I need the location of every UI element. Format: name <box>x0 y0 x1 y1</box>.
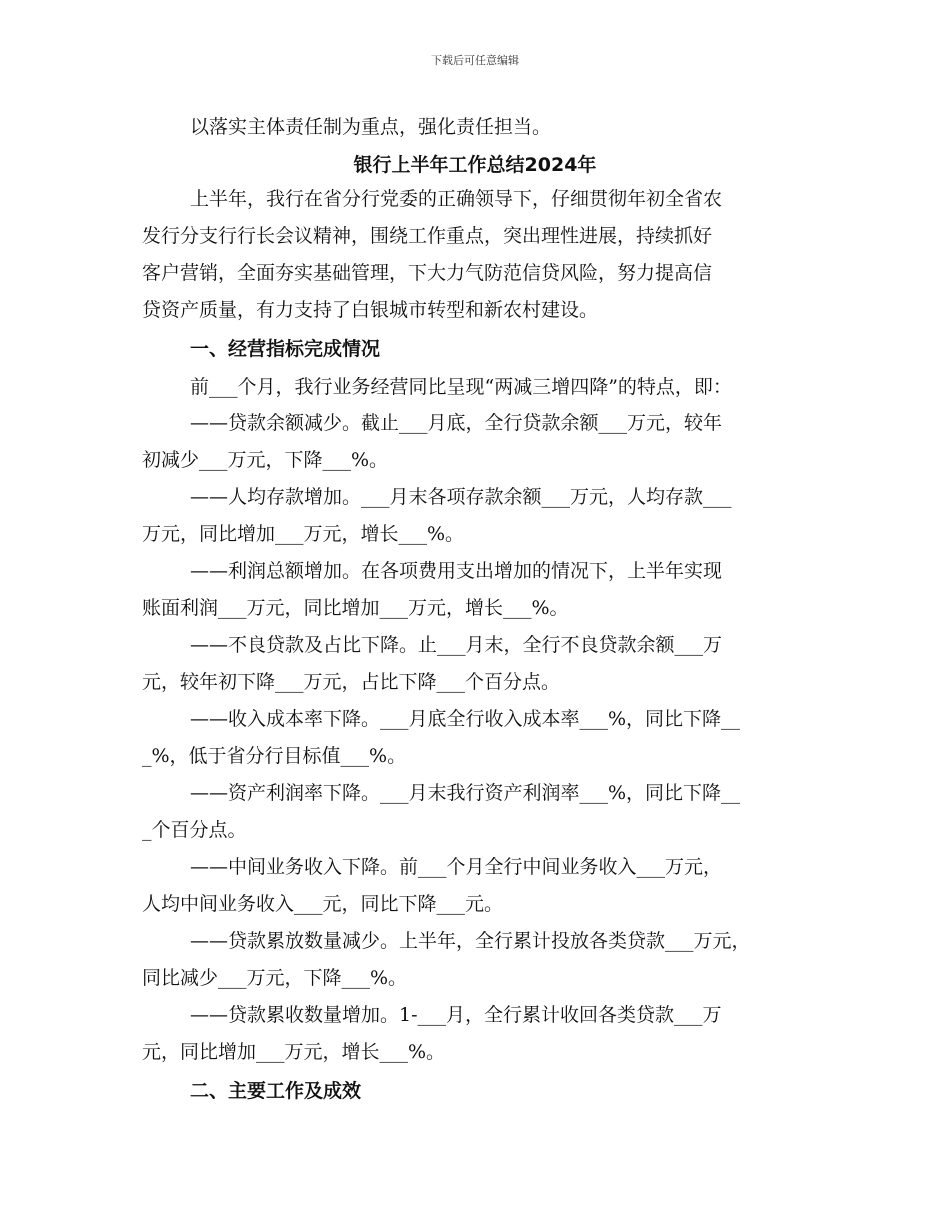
paragraph-line: 发行分支行行长会议精神，围绕工作重点，突出理性进展，持续抓好 <box>142 225 713 247</box>
paragraph-line: 账面利润___万元，同比增加___万元，增长___%。 <box>142 597 569 619</box>
paragraph-line: 万元，同比增加___万元，增长___%。 <box>142 523 465 545</box>
paragraph-line: ——贷款余额减少。截止___月底，全行贷款余额___万元，较年 <box>190 412 723 434</box>
paragraph-line: 初减少___万元，下降___%。 <box>142 449 389 471</box>
paragraph-line: ——贷款累收数量增加。1-___月，全行累计收回各类贷款___万 <box>190 1004 722 1026</box>
paragraph-line: 客户营销，全面夯实基础管理，下大力气防范信贷风险，努力提高信 <box>142 262 713 284</box>
paragraph-line: 前___个月，我行业务经营同比呈现“两减三增四降”的特点，即： <box>190 376 732 398</box>
paragraph-line: 元，同比增加___万元，增长___%。 <box>142 1041 446 1063</box>
paragraph-line: 同比减少___万元，下降___%。 <box>142 967 408 989</box>
paragraph-line: ——中间业务收入下降。前___个月全行中间业务收入___万元， <box>190 856 723 878</box>
section-heading: 一、经营指标完成情况 <box>190 338 381 360</box>
paragraph-line: _%，低于省分行目标值___%。 <box>142 745 407 767</box>
paragraph-line: ——不良贷款及占比下降。止___月末，全行不良贷款余额___万 <box>190 634 723 656</box>
paragraph-line: ——资产利润率下降。___月末我行资产利润率___%，同比下降__ <box>190 782 741 804</box>
paragraph-line: 以落实主体责任制为重点，强化责任担当。 <box>190 116 552 138</box>
page-header: 下载后可任意编辑 <box>431 54 519 67</box>
paragraph-line: _个百分点。 <box>142 819 247 841</box>
document-title: 银行上半年工作总结2024年 <box>353 154 597 176</box>
section-heading: 二、主要工作及成效 <box>190 1080 362 1102</box>
paragraph-line: 贷资产质量，有力支持了白银城市转型和新农村建设。 <box>142 299 599 321</box>
paragraph-line: ——利润总额增加。在各项费用支出增加的情况下，上半年实现 <box>190 560 723 582</box>
paragraph-line: ——收入成本率下降。___月底全行收入成本率___%，同比下降__ <box>190 708 741 730</box>
paragraph-line: ——贷款累放数量减少。上半年，全行累计投放各类贷款___万元， <box>190 930 751 952</box>
paragraph-line: 上半年，我行在省分行党委的正确领导下，仔细贯彻年初全省农 <box>190 188 723 210</box>
paragraph-line: 元，较年初下降___万元，占比下降___个百分点。 <box>142 671 561 693</box>
paragraph-line: ——人均存款增加。___月末各项存款余额___万元，人均存款___ <box>190 486 732 508</box>
paragraph-line: 人均中间业务收入___元，同比下降___元。 <box>142 893 504 915</box>
